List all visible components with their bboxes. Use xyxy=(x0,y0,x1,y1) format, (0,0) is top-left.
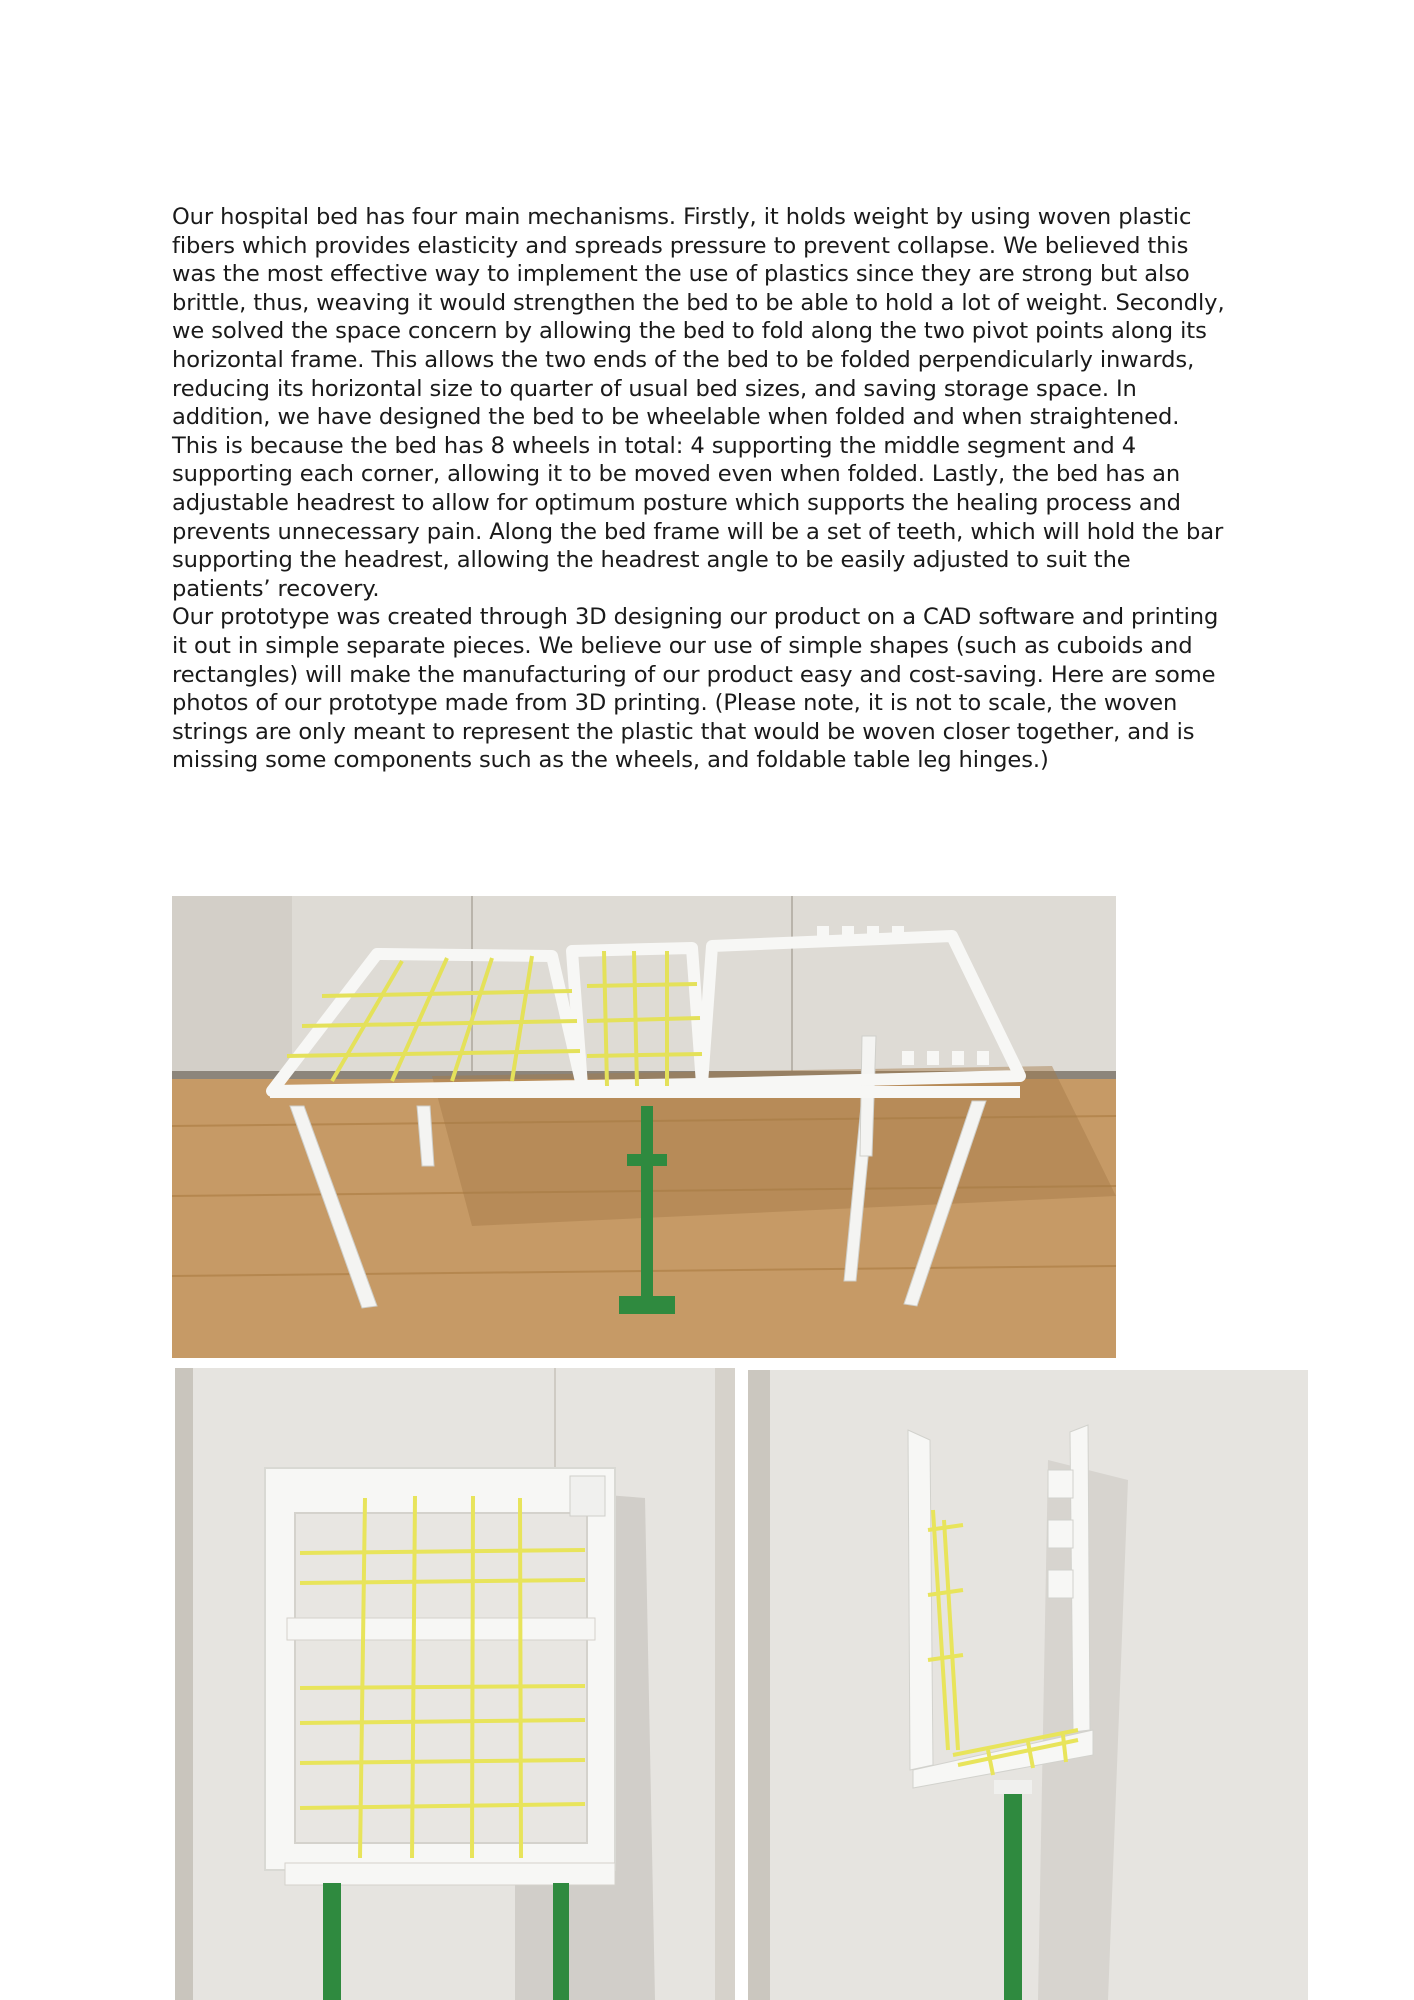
prototype-photo-folded-front xyxy=(175,1368,735,2000)
paragraph-mechanisms: Our hospital bed has four main mechanisms. Firstly, it holds weight by using woven plastic fibers which provides elasticity and spreads pressure to prevent collapse. We believed this was the most effective way to implement the use of plastics since they are strong but also brittle, thus, weaving it would strengthen the bed to be able to hold a lot of weight. Secondly, we solved the space concern by allowing the bed to fold along the two pivot points along its horizontal frame. This allows the two ends of the bed to be folded perpendicularly inwards, reducing its horizontal size to quarter of usual bed sizes, and saving storage space. In addition, we have designed the bed to be wheelable when folded and when straightened. This is because the bed has 8 wheels in total: 4 supporting the middle segment and 4 supporting each corner, allowing it to be moved even when folded. Lastly, the bed has an adjustable headrest to allow for optimum posture which supports the healing process and prevents unnecessary pain. Along the bed frame will be a set of teeth, which will hold the bar supporting the headrest, allowing the headrest angle to be easily adjusted to suit the patients’ recovery. xyxy=(172,204,1225,602)
paragraph-prototype: Our prototype was created through 3D designing our product on a CAD software and printing it out in simple separate pieces. We believe our use of simple shapes (such as cuboids and rectangles) will make the manufacturing of our product easy and cost-saving. Here are some photos of our prototype made from 3D printing. (Please note, it is not to scale, the woven strings are only meant to represent the plastic that would be woven closer together, and is missing some components such as the wheels, and foldable table leg hinges.) xyxy=(172,604,1219,774)
prototype-photo-folded-side xyxy=(748,1370,1308,2000)
prototype-photo-unfolded xyxy=(172,896,1116,1358)
body-text xyxy=(172,203,1232,775)
